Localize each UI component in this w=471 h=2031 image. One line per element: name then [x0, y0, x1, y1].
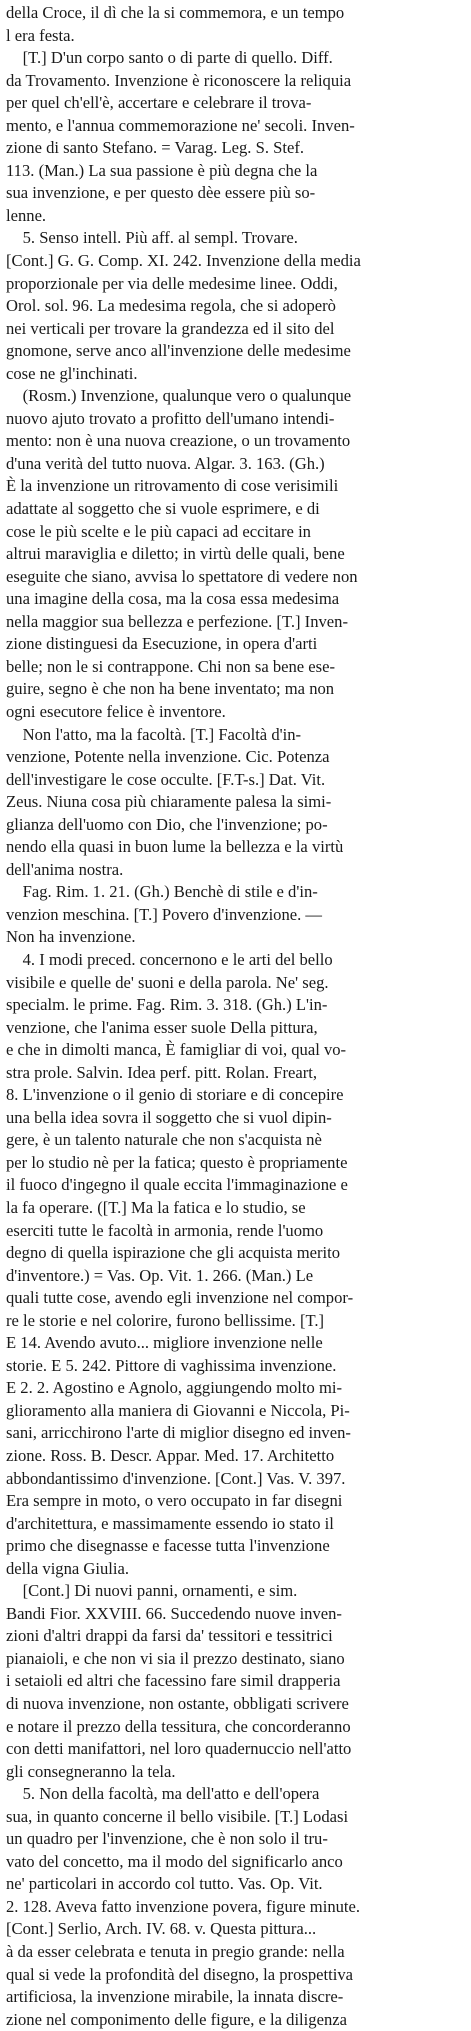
text-line: la fa operare. ([T.] Ma la fatica e lo studio, se: [6, 1197, 306, 1217]
text-line: Zeus. Niuna cosa più chiaramente palesa la simi-: [6, 792, 332, 812]
text-line: adattate al soggetto che si vuole esprimere, e di: [6, 499, 320, 519]
text-line: d'architettura, e massimamente essendo io stato il: [6, 1513, 334, 1533]
text-line: (Rosm.) Invenzione, qualunque vero o qualunque: [6, 386, 352, 406]
text-line: primo che disegnasse e facesse tutta l'invenzione: [6, 1536, 330, 1556]
text-line: zione. Ross. B. Descr. Appar. Med. 17. Architetto: [6, 1446, 335, 1465]
text-line: glianza dell'uomo con Dio, che l'invenzione; po-: [6, 814, 328, 834]
text-line: sani, arricchirono l'arte di miglior disegno ed inven-: [6, 1423, 351, 1443]
text-line: Fag. Rim. 1. 21. (Gh.) Benchè di stile e d'in-: [6, 882, 318, 902]
text-line: nei verticali per trovare la grandezza ed il sito del: [6, 318, 335, 338]
text-line: 5. Non della facoltà, ma dell'atto e dell'opera: [6, 1784, 320, 1804]
dictionary-entry-text: [6, 2, 465, 2031]
text-line: zioni d'altri drappi da farsi da' tessitori e tessitrici: [6, 1626, 333, 1646]
text-line: proporzionale per via delle medesime linee. Oddi,: [6, 273, 338, 293]
text-line: d'una verità del tutto nuova. Algar. 3. 163. (Gh.): [6, 453, 325, 473]
text-line: l era festa.: [6, 25, 75, 45]
text-line: Non ha invenzione.: [6, 927, 136, 947]
text-line: altrui maraviglia e diletto; in virtù delle quali, bene: [6, 544, 345, 564]
text-line: Era sempre in moto, o vero occupato in far disegni: [6, 1491, 343, 1511]
text-line: dell'investigare le cose occulte. [F.T-s.] Dat. Vit.: [6, 769, 326, 789]
text-line: di nuova invenzione, non ostante, obbligati scrivere: [6, 1694, 349, 1714]
text-line: gli consegneranno la tela.: [6, 1761, 176, 1781]
text-line: eserciti tutte le facoltà in armonia, rende l'uomo: [6, 1220, 324, 1240]
text-line: gnomone, serve anco all'invenzione delle medesime: [6, 341, 351, 361]
text-line: sua invenzione, e per questo dèe essere più so-: [6, 183, 316, 203]
text-line: stra prole. Salvin. Idea perf. pitt. Rolan. Freart,: [6, 1062, 318, 1082]
text-line: 5. Senso intell. Più aff. al sempl. Trovare.: [6, 228, 298, 248]
text-line: da Trovamento. Invenzione è riconoscere la reliquia: [6, 70, 352, 90]
text-line: della vigna Giulia.: [6, 1558, 130, 1578]
text-line: pianaioli, e che non vi sia il prezzo destinato, siano: [6, 1648, 345, 1668]
text-line: una imagine della cosa, ma la cosa essa medesima: [6, 589, 340, 609]
text-line: cose ne gl'inchinati.: [6, 363, 138, 383]
text-line: E 14. Avendo avuto... migliore invenzione nelle: [6, 1333, 323, 1353]
text-line: re le storie e nel colorire, furono bellissime. [T.]: [6, 1310, 325, 1330]
text-line: specialm. le prime. Fag. Rim. 3. 318. (Gh.) L'in-: [6, 995, 328, 1015]
text-line: Orol. sol. 96. La medesima regola, che si adoperò: [6, 296, 336, 316]
text-line: e che in dimolti manca, È famigliar di voi, qual vo-: [6, 1040, 347, 1060]
text-line: qual si vede la profondità del disegno, la prospettiva: [6, 1964, 353, 1984]
text-line: per lo studio nè per la fatica; questo è propriamente: [6, 1152, 348, 1172]
text-line: una bella idea sovra il soggetto che si vuol dipin-: [6, 1107, 332, 1127]
text-line: per quel ch'ell'è, accertare e celebrare il trova-: [6, 93, 312, 113]
text-line: venzion meschina. [T.] Povero d'invenzione. —: [6, 904, 323, 924]
text-line: [Cont.] Di nuovi panni, ornamenti, e sim.: [6, 1581, 298, 1601]
text-line: venzione, Potente nella invenzione. Cic. Potenza: [6, 747, 330, 767]
text-line: glioramento alla maniera di Giovanni e Niccola, Pi-: [6, 1400, 350, 1420]
text-line: lenne.: [6, 205, 47, 225]
text-line: con detti manifattori, nel loro quadernuccio nell'atto: [6, 1739, 352, 1759]
text-line: d'inventore.) = Vas. Op. Vit. 1. 266. (Man.) Le: [6, 1265, 314, 1285]
text-line: ogni esecutore felice è inventore.: [6, 701, 226, 721]
text-line: zione nel componimento delle figure, e la diligenza: [6, 2009, 347, 2029]
text-line: zione distinguesi da Esecuzione, in opera d'arti: [6, 634, 318, 654]
text-line: 113. (Man.) La sua passione è più degna che la: [6, 160, 318, 180]
text-line: storie. E 5. 242. Pittore di vaghissima invenzione.: [6, 1355, 337, 1375]
text-line: il fuoco d'ingegno il quale eccita l'immaginazione e: [6, 1175, 348, 1195]
text-line: mento, e l'annua commemorazione ne' secoli. Inven-: [6, 115, 355, 135]
text-line: Non l'atto, ma la facoltà. [T.] Facoltà d'in-: [6, 724, 302, 744]
text-line: [Cont.] Serlio, Arch. IV. 68. v. Questa pittura...: [6, 1919, 317, 1939]
text-line: sua, in quanto concerne il bello visibile. [T.] Lodasi: [6, 1806, 349, 1826]
text-line: [Cont.] G. G. Comp. XI. 242. Invenzione della media: [6, 251, 361, 271]
text-line: i setaioli ed altri che facessino fare simil drapperia: [6, 1671, 341, 1691]
text-line: È la invenzione un ritrovamento di cose verisimili: [6, 476, 339, 496]
text-line: un quadro per l'invenzione, che è non solo il tru-: [6, 1829, 328, 1849]
text-line: à da esser celebrata e tenuta in pregio grande: nella: [6, 1942, 345, 1962]
text-line: belle; non le si contrappone. Chi non sa bene ese-: [6, 656, 336, 676]
text-line: zione di santo Stefano. = Varag. Leg. S. Stef.: [6, 138, 304, 158]
text-line: cose le più scelte e le più capaci ad eccitare in: [6, 521, 311, 541]
text-line: Bandi Fior. XXVIII. 66. Succedendo nuove inven-: [6, 1603, 342, 1623]
text-line: della Croce, il dì che la si commemora, e un tempo: [6, 3, 345, 22]
text-line: degno di quella ispirazione che gli acquista merito: [6, 1243, 341, 1263]
text-line: eseguite che siano, avvisa lo spettatore di vedere non: [6, 566, 358, 586]
text-line: ne' particolari in accordo col tutto. Vas. Op. Vit.: [6, 1874, 323, 1894]
text-line: nuovo ajuto trovato a profitto dell'umano intendi-: [6, 408, 335, 428]
text-line: E 2. 2. Agostino e Agnolo, aggiungendo molto mi-: [6, 1378, 343, 1398]
text-line: venzione, che l'anima esser suole Della pittura,: [6, 1017, 318, 1037]
text-line: nendo ella quasi in buon lume la bellezza e la virtù: [6, 837, 344, 857]
text-line: abbondantissimo d'invenzione. [Cont.] Vas. V. 397.: [6, 1468, 346, 1488]
text-line: [T.] D'un corpo santo o di parte di quello. Diff.: [6, 48, 333, 68]
text-line: gere, è un talento naturale che non s'acquista nè: [6, 1130, 322, 1150]
text-line: vato del concetto, ma il modo del significarlo anco: [6, 1851, 343, 1871]
text-line: visibile e quelle de' suoni e della parola. Ne' seg.: [6, 972, 329, 992]
text-line: mento: non è una nuova creazione, o un trovamento: [6, 431, 351, 451]
text-line: 4. I modi preced. concernono e le arti del bello: [6, 949, 333, 969]
text-line: 8. L'invenzione o il genio di storiare e di concepire: [6, 1085, 344, 1105]
text-line: dell'anima nostra.: [6, 859, 124, 879]
text-line: quali tutte cose, avendo egli invenzione nel compor-: [6, 1288, 354, 1308]
text-line: guire, segno è che non ha bene inventato; ma non: [6, 679, 335, 699]
text-line: artificiosa, la invenzione mirabile, la innata discre-: [6, 1987, 344, 2007]
text-line: nella maggior sua bellezza e perfezione. [T.] Inven-: [6, 611, 348, 631]
text-line: 2. 128. Aveva fatto invenzione povera, figure minute.: [6, 1896, 361, 1916]
text-line: e notare il prezzo della tessitura, che concorderanno: [6, 1716, 351, 1736]
